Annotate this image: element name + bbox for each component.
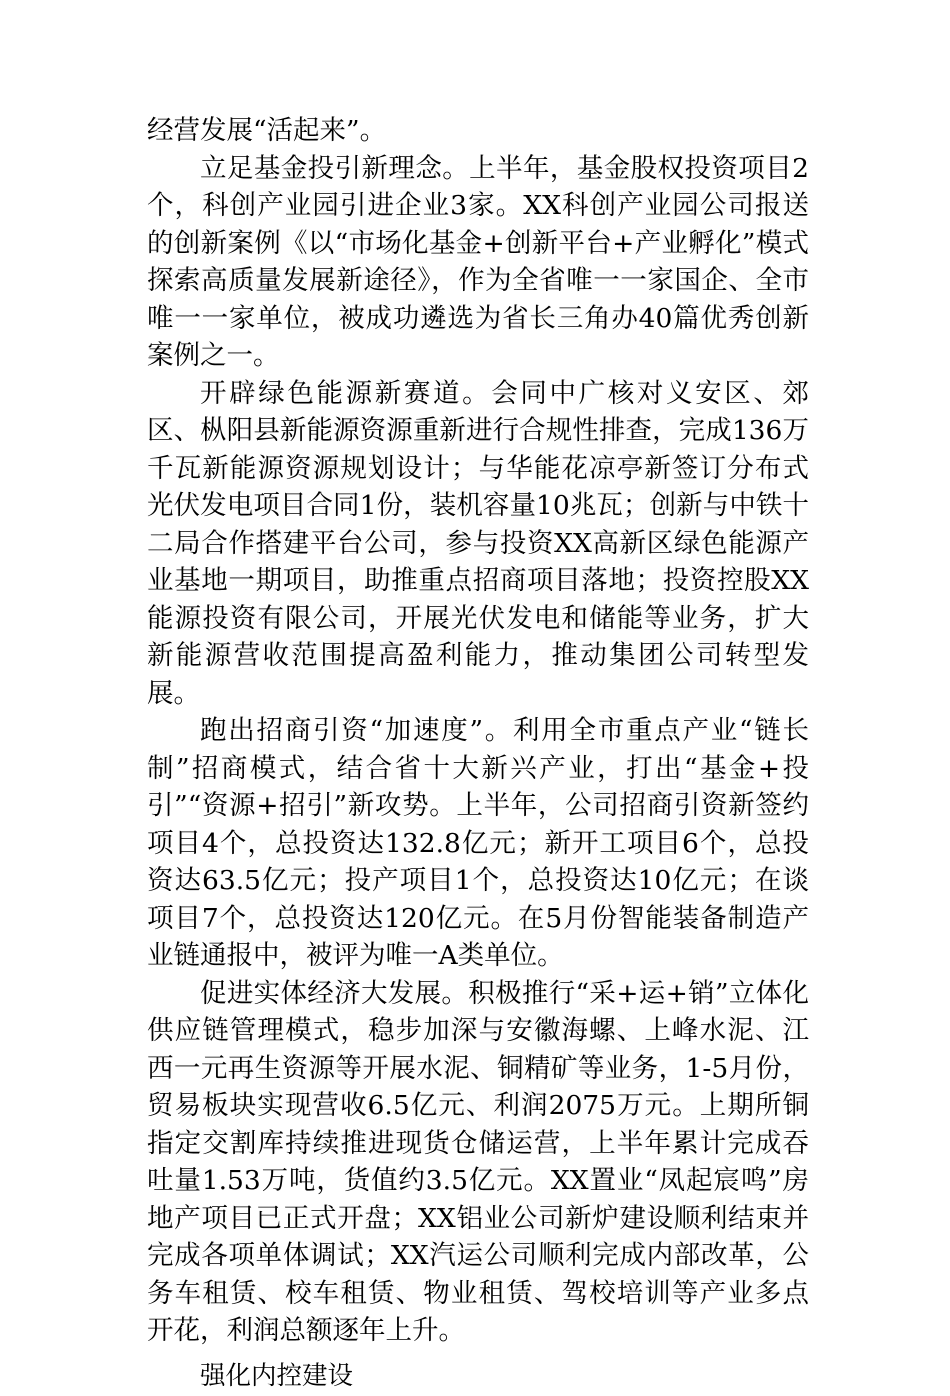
paragraph-fund-investment: 立足基金投引新理念。上半年，基金股权投资项目2个，科创产业园引进企业3家。XX科创产业园公司报送的创新案例《以“市场化基金+创新平台+产业孵化”模式探索高质量发展新途径》，作为全省唯一一家国企、全市唯一一家单位，被成功遴选为省长三角办40篇优秀创新案例之一。 — [147, 152, 809, 371]
paragraph-real-economy: 促进实体经济大发展。积极推行“采+运+销”立体化供应链管理模式，稳步加深与安徽海螺、上峰水泥、江西一元再生资源等开展水泥、铜精矿等业务，1-5月份，贸易板块实现营收6.5亿元、利润2075万元。上期所铜指定交割库持续推进现货仓储运营，上半年累计完成吞吐量1.53万吨，货值约3.5亿元。XX置业“凤起宸鸣”房地产项目已正式开盘；XX铝业公司新炉建设顺利结束并完成各项单体调试；XX汽运公司顺利完成内部改革，公务车租赁、校车租赁、物业租赁、驾校培训等产业多点开花，利润总额逐年上升。 — [147, 977, 809, 1346]
section-heading: 强化内控建设 — [200, 1360, 354, 1391]
document-body — [147, 112, 809, 1396]
paragraph-green-energy: 开辟绿色能源新赛道。会同中广核对义安区、郊区、枞阳县新能源资源重新进行合规性排查，完成136万千瓦新能源资源规划设计；与华能花凉亭新签订分布式光伏发电项目合同1份，装机容量10兆瓦；创新与中铁十二局合作搭建平台公司，参与投资XX高新区绿色能源产业基地一期项目，助推重点招商项目落地；投资控股XX能源投资有限公司，开展光伏发电和储能等业务，扩大新能源营收范围提高盈利能力，推动集团公司转型发展。 — [147, 377, 809, 709]
paragraph-intro: 经营发展“活起来”。 — [147, 115, 387, 146]
paragraph-investment-attraction: 跑出招商引资“加速度”。利用全市重点产业“链长制”招商模式，结合省十大新兴产业，打出“基金+投引”“资源+招引”新攻势。上半年，公司招商引资新签约项目4个，总投资达132.8亿元；新开工项目6个，总投资达63.5亿元；投产项目1个，总投资达10亿元；在谈项目7个，总投资达120亿元。在5月份智能装备制造产业链通报中，被评为唯一A类单位。 — [147, 715, 809, 971]
